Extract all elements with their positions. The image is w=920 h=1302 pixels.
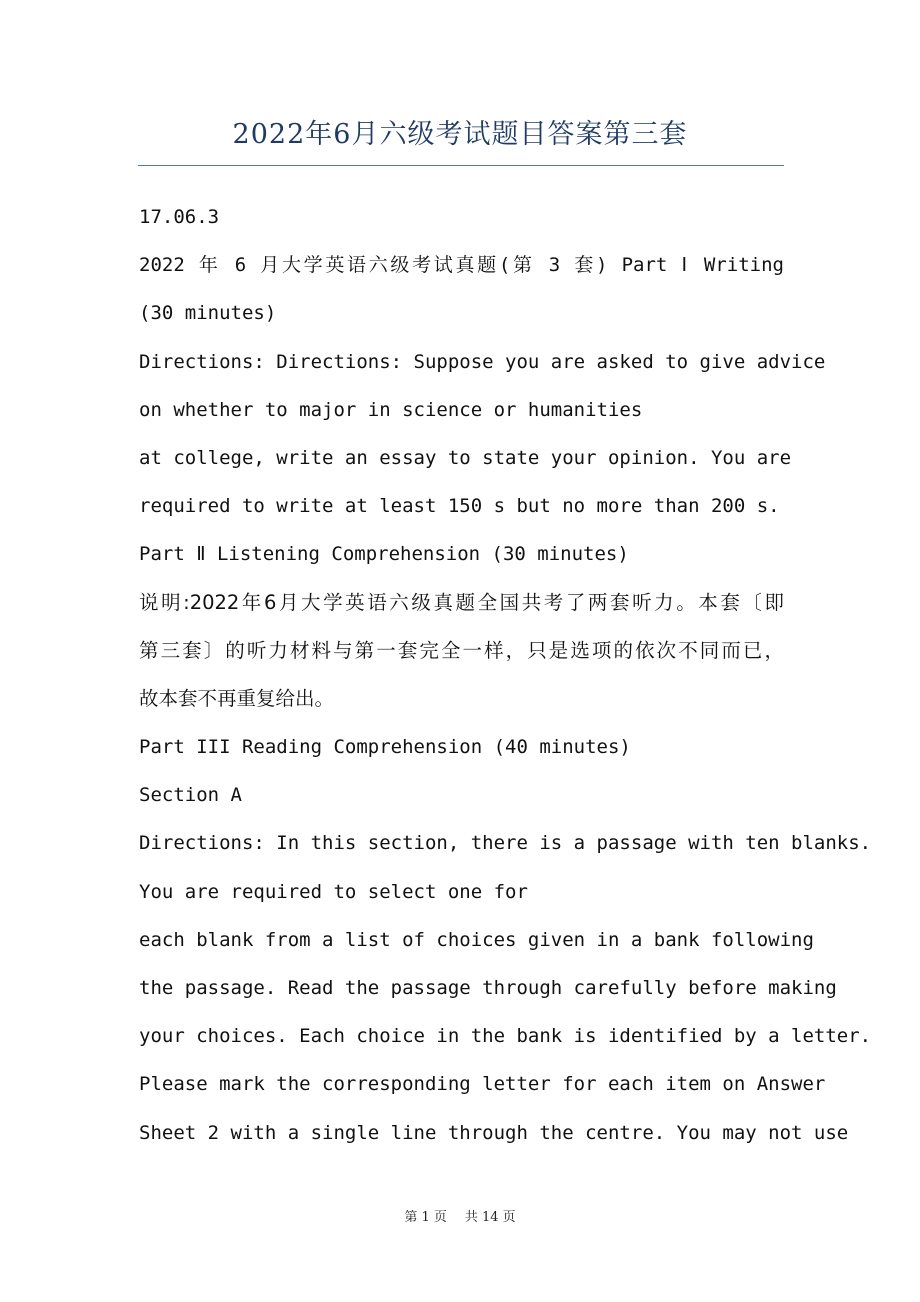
title-underline [138, 165, 784, 166]
text-line-part1-time: (30 minutes) [139, 302, 277, 325]
text-line-date: 17.06.3 [139, 206, 220, 228]
text-line-directions-4: required to write at least 150 s but no more than 200 s. [139, 495, 780, 518]
text-line-section-directions-3: each blank from a list of choices given in a bank following [139, 928, 814, 951]
text-line-section-directions-2: You are required to select one for [139, 880, 528, 903]
text-line-section-a: Section A [139, 784, 242, 807]
page-number: 第 1 页 [404, 1210, 447, 1225]
text-line-part2-heading: Part Ⅱ Listening Comprehension (30 minutes) [139, 543, 629, 566]
document-title: 2022年6月六级考试题目答案第三套 [232, 119, 688, 150]
text-line-section-directions-6: Please mark the corresponding letter for each item on Answer [139, 1073, 826, 1096]
text-line-part3-heading: Part III Reading Comprehension (40 minutes) [139, 736, 631, 759]
text-line-directions-1: Directions: Directions: Suppose you are asked to give advice [139, 350, 826, 373]
text-line-part1-heading: 2022 年 6 月大学英语六级考试真题(第 3 套) Part Ⅰ Writing [139, 254, 784, 277]
text-line-section-directions-1: Directions: In this section, there is a passage with ten blanks. [139, 832, 872, 855]
document-body [139, 193, 872, 1157]
text-line-section-directions-4: the passage. Read the passage through carefully before making [139, 977, 837, 999]
text-line-section-directions-7: Sheet 2 with a single line through the centre. You may not use [139, 1121, 849, 1144]
text-line-note-2: 第三套〕的听力材料与第一套完全一样，只是选项的依次不同而已， [139, 638, 784, 662]
page-footer [0, 1206, 920, 1225]
text-line-directions-2: on whether to major in science or humanities [139, 398, 643, 421]
page-total: 共 14 页 [464, 1210, 516, 1225]
text-line-note-3: 故本套不再重复给出。 [139, 686, 335, 710]
text-line-note-1: 说明:2022年6月大学英语六级真题全国共考了两套听力。本套〔即 [139, 590, 784, 614]
text-line-directions-3: at college, write an essay to state your opinion. You are [139, 446, 792, 469]
text-line-section-directions-5: your choices. Each choice in the bank is identified by a letter. [139, 1025, 872, 1048]
